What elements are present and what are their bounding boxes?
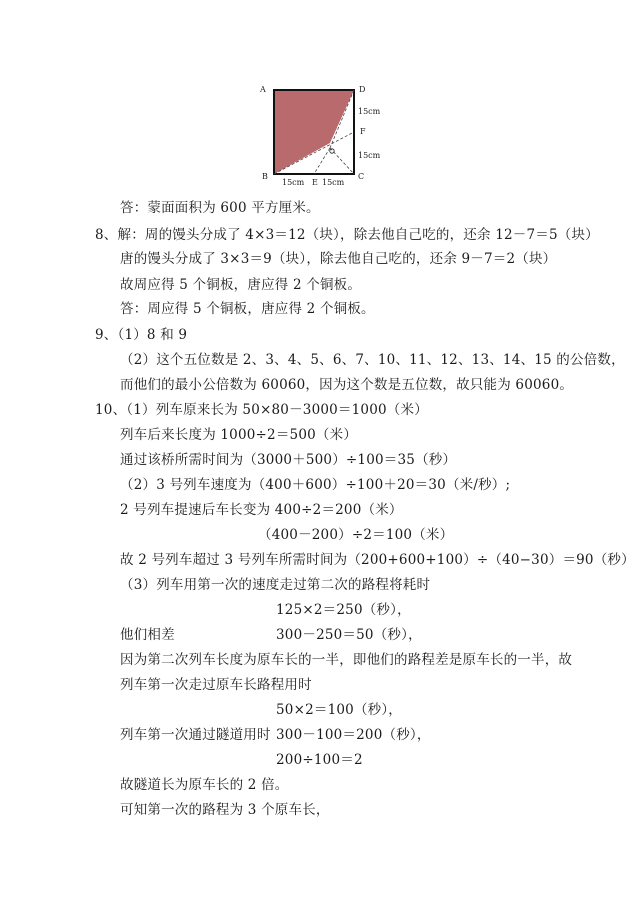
q10-part-2-line-4: 故 2 号列车超过 3 号列车所需时间为（200+600+100）÷（40−30）＝90（秒） bbox=[120, 552, 635, 568]
label-B: B bbox=[262, 172, 268, 181]
q8-line-3: 故周应得 5 个铜板，唐应得 2 个铜板。 bbox=[120, 277, 362, 293]
geometry-figure bbox=[250, 78, 400, 190]
label-E: E bbox=[312, 178, 318, 187]
q8-line-2: 唐的馒头分成了 3×3＝9（块），除去他自己吃的，还余 9－7＝2（块） bbox=[120, 251, 557, 267]
label-seg-EC: 15cm bbox=[322, 178, 345, 187]
q9-part-2-line-2: 而他们的最小公倍数为 60060，因为这个数是五位数，故只能为 60060。 bbox=[120, 377, 574, 393]
label-F: F bbox=[360, 127, 366, 136]
q10-part-3-line-5: 列车第一次走过原车长路程用时 bbox=[120, 677, 312, 693]
q10-part-3-line-9: 故隧道长为原车长的 2 倍。 bbox=[120, 777, 289, 793]
label-seg-FC: 15cm bbox=[358, 151, 381, 160]
q10-part-3-label-diff: 他们相差 bbox=[120, 627, 175, 643]
q10-part-2-line-1: （2）3 号列车速度为（400＋600）÷100＋20＝30（米/秒）; bbox=[120, 477, 511, 493]
label-D: D bbox=[359, 85, 366, 94]
q10-part-3-line-8: 200÷100＝2 bbox=[276, 752, 363, 768]
q10-part-1-line-2: 列车后来长度为 1000÷2＝500（米） bbox=[120, 427, 358, 443]
q10-part-3-line-1: （3）列车用第一次的速度走过第二次的路程将耗时 bbox=[120, 577, 431, 593]
q10-part-2-line-2: 2 号列车提速后车长变为 400÷2＝200（米） bbox=[120, 502, 403, 518]
square-diagram bbox=[250, 78, 400, 190]
q8-line-1: 8、解：周的馒头分成了 4×3＝12（块），除去他自己吃的，还余 12－7＝5（块） bbox=[95, 227, 599, 243]
q10-part-3-line-10: 可知第一次的路程为 3 个原车长， bbox=[120, 802, 330, 818]
q10-part-3-line-7: 300－100＝200（秒）， bbox=[276, 727, 431, 743]
q8-answer: 答：周应得 5 个铜板，唐应得 2 个铜板。 bbox=[120, 301, 375, 317]
q10-part-3-line-4: 因为第二次列车长度为原车长的一半，即他们的路程差是原车长的一半，故 bbox=[120, 652, 573, 668]
q9-part-1: 9、（1）8 和 9 bbox=[95, 327, 188, 343]
q10-part-3-line-2: 125×2＝250（秒）， bbox=[276, 602, 411, 618]
answer-q7: 答：蒙面面积为 600 平方厘米。 bbox=[120, 200, 320, 216]
q9-part-2-line-1: （2）这个五位数是 2、3、4、5、6、7、10、11、12、13、14、15 的公倍数， bbox=[120, 352, 625, 368]
q10-part-3-line-6: 50×2＝100（秒）， bbox=[276, 702, 402, 718]
label-A: A bbox=[260, 85, 266, 94]
point-o-marker bbox=[330, 149, 334, 153]
label-C: C bbox=[358, 172, 365, 181]
label-seg-DF: 15cm bbox=[358, 107, 381, 116]
q10-part-3-label-tunnel: 列车第一次通过隧道用时 bbox=[120, 727, 271, 743]
q10-part-1-line-1: 10、（1）列车原来长为 50×80－3000＝1000（米） bbox=[95, 402, 428, 418]
q10-part-2-line-3: （400－200）÷2＝100（米） bbox=[258, 527, 454, 543]
q10-part-1-line-3: 通过该桥所需时间为（3000＋500）÷100＝35（秒） bbox=[120, 452, 457, 468]
q10-part-3-line-3: 300－250＝50（秒）， bbox=[276, 627, 422, 643]
label-seg-BE: 15cm bbox=[282, 178, 305, 187]
